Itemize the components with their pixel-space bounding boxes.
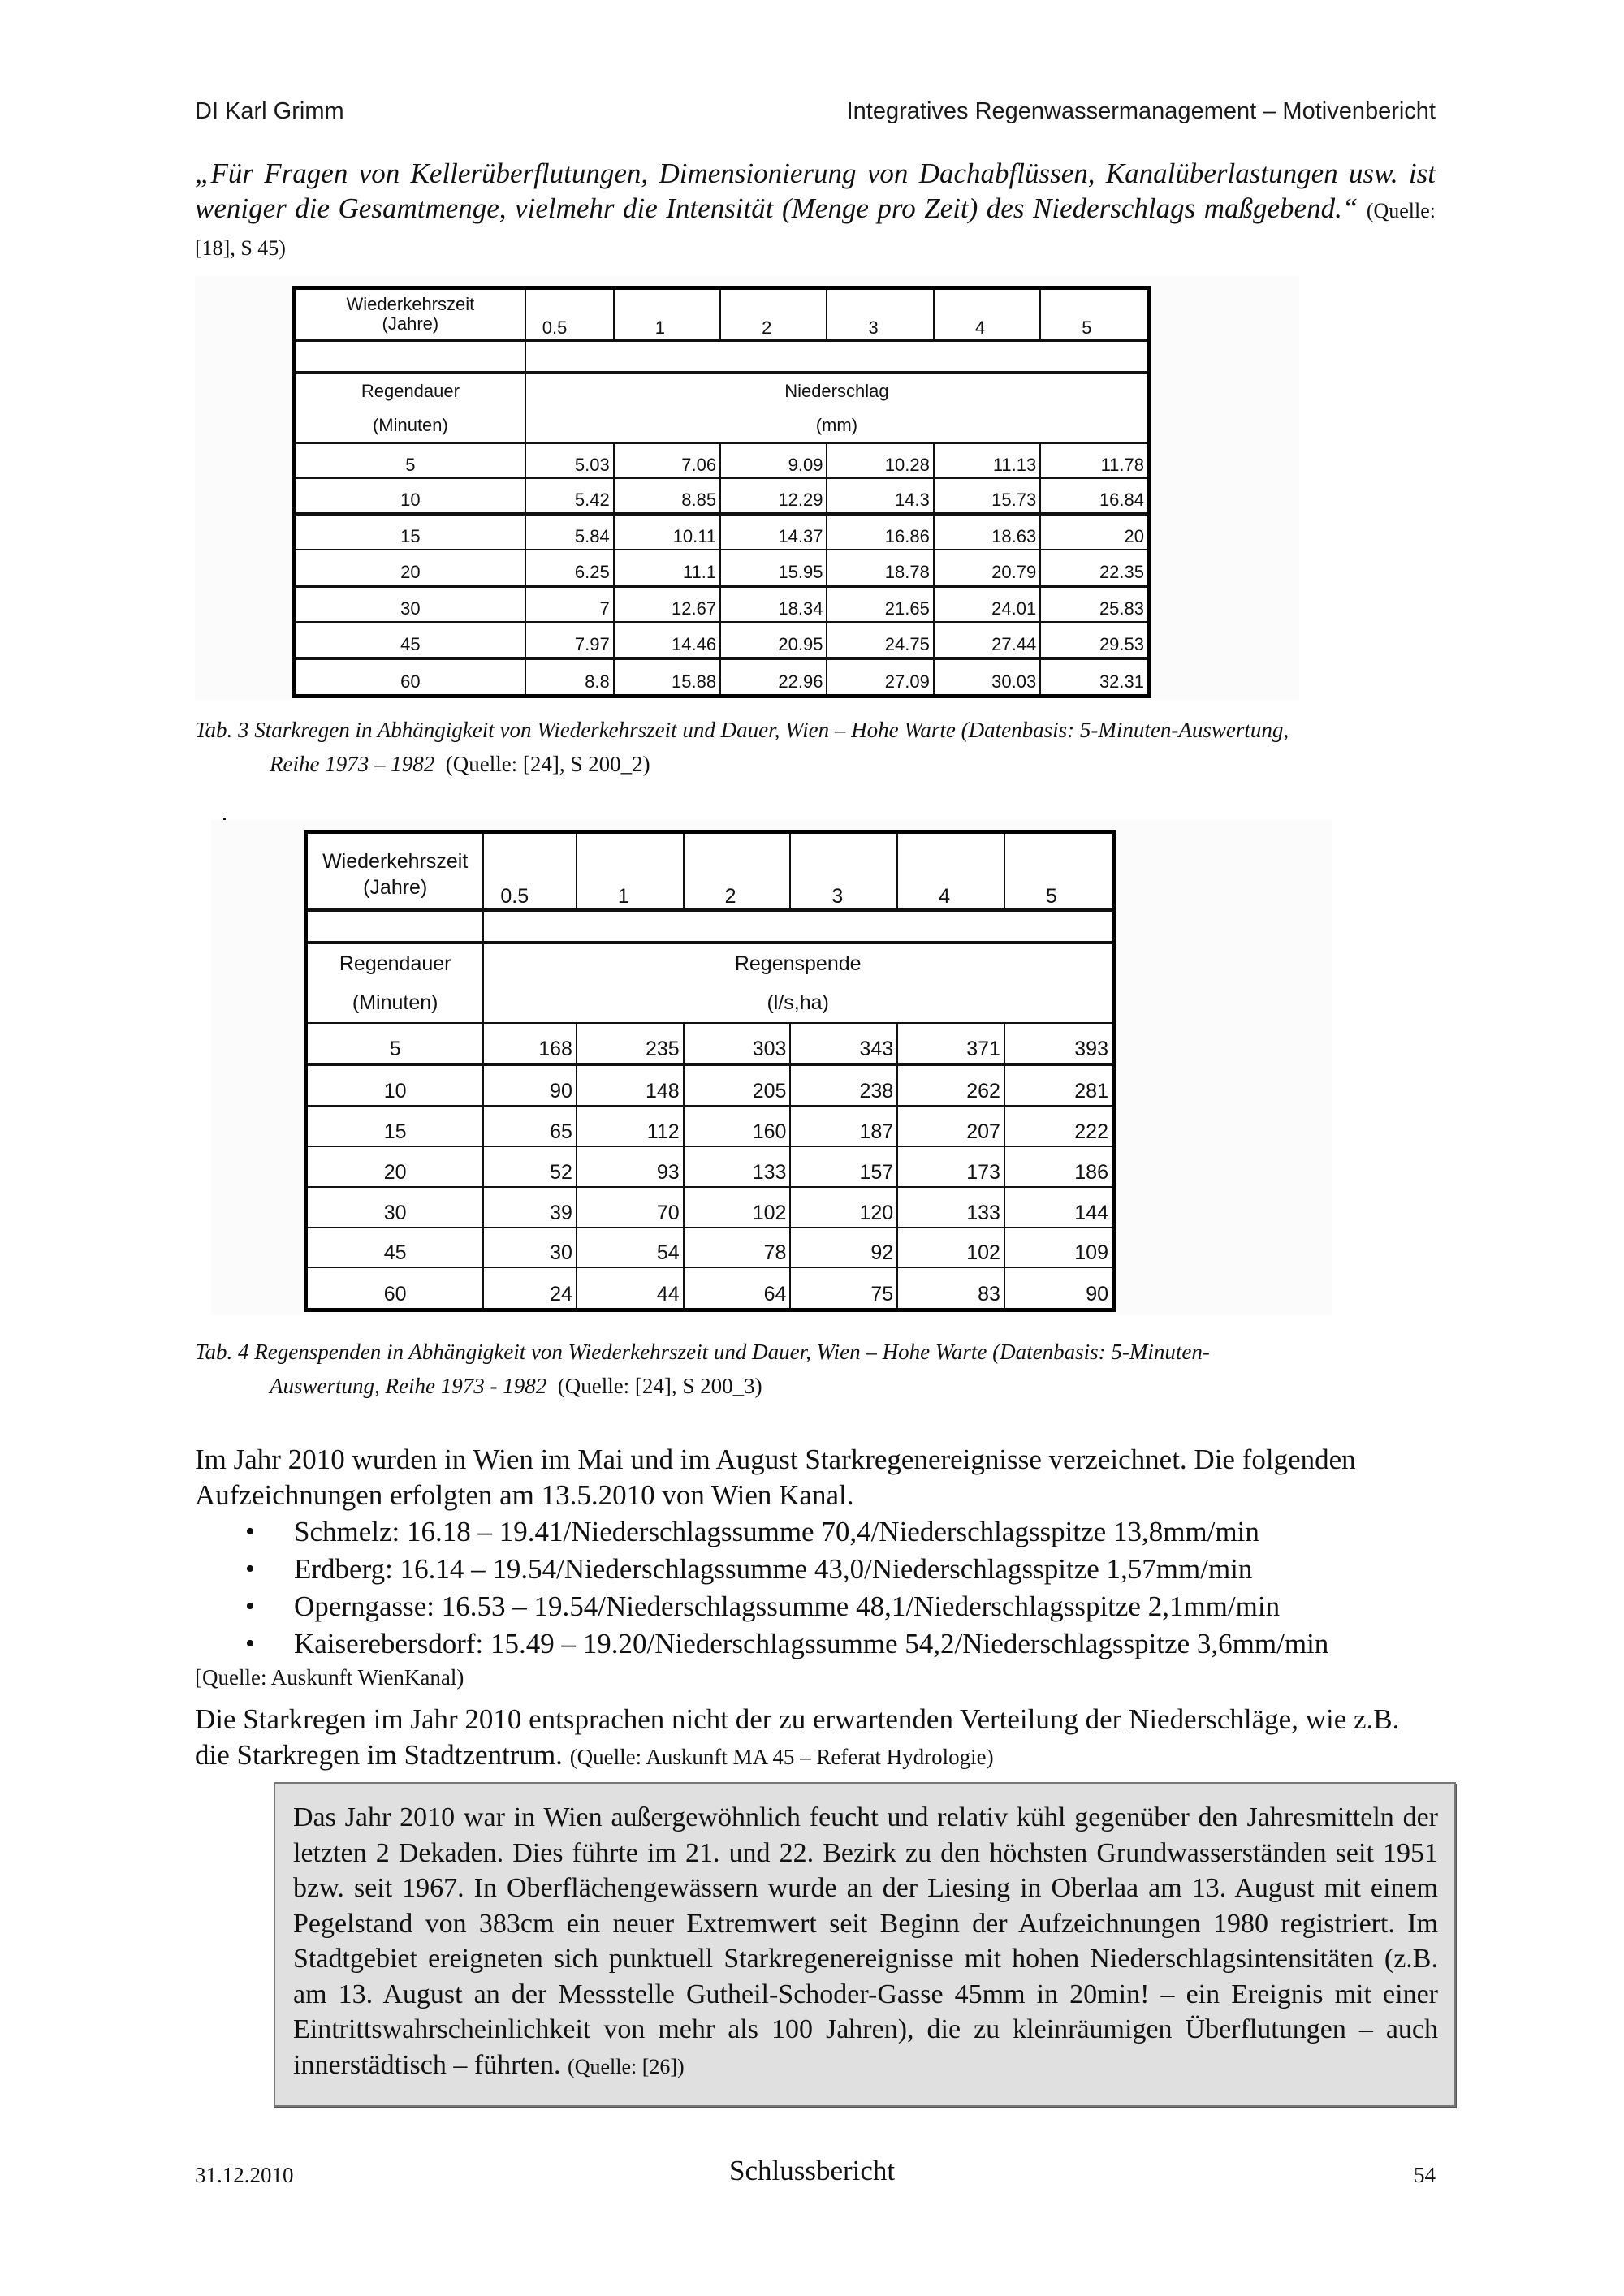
value-cell: 205 <box>684 1064 791 1106</box>
value-cell: 9.09 <box>720 443 827 478</box>
table-row <box>306 1146 1114 1187</box>
spacer-cell <box>525 340 1150 373</box>
duration-cell: 45 <box>306 1228 484 1268</box>
value-cell: 222 <box>1004 1106 1114 1146</box>
value-cell: 20.79 <box>934 550 1040 585</box>
value-cell: 44 <box>577 1267 684 1310</box>
col-header: 4 <box>897 832 1004 910</box>
duration-cell: 60 <box>306 1267 484 1310</box>
value-cell: 18.34 <box>720 586 827 622</box>
value-cell: 7 <box>525 586 614 622</box>
unit-label: (l/s,ha) <box>767 990 829 1014</box>
value-cell: 22.96 <box>720 658 827 697</box>
caption-line-1: Tab. 4 Regenspenden in Abhängigkeit von Wiederkehrszeit und Dauer, Wien – Hohe Warte (Datenbasis: 5-Minuten- <box>195 1340 1210 1364</box>
table-row <box>295 478 1150 514</box>
value-cell: 371 <box>897 1023 1004 1064</box>
value-cell: 16.86 <box>827 514 933 550</box>
corner-label-2: (Jahre) <box>363 876 428 899</box>
page-footer <box>195 2155 1436 2188</box>
value-cell: 90 <box>483 1064 577 1106</box>
value-cell: 8.85 <box>614 478 720 514</box>
quantity-header <box>483 943 1113 1023</box>
distribution-source: (Quelle: Auskunft MA 45 – Referat Hydrologie) <box>569 1745 994 1769</box>
duration-cell: 10 <box>295 478 525 514</box>
value-cell: 133 <box>897 1187 1004 1228</box>
events-source: [Quelle: Auskunft WienKanal) <box>195 1665 464 1690</box>
table-4-image <box>211 820 1332 1315</box>
table-3-caption <box>195 713 1436 781</box>
distribution-text: Die Starkregen im Jahr 2010 entsprachen nicht der zu erwartenden Verteilung der Niederschläge, wie z.B. die Starkregen im Stadtzentrum. <box>195 1703 1400 1771</box>
value-cell: 157 <box>790 1146 897 1187</box>
col-header: 1 <box>577 832 684 910</box>
value-cell: 83 <box>897 1267 1004 1310</box>
value-cell: 173 <box>897 1146 1004 1187</box>
value-cell: 5.84 <box>525 514 614 550</box>
table-row <box>306 1187 1114 1228</box>
row-label-1: Regendauer <box>361 380 460 401</box>
page-number: 54 <box>1414 2163 1436 2187</box>
duration-cell: 15 <box>295 514 525 550</box>
col-header: 5 <box>1040 288 1149 340</box>
value-cell: 24 <box>483 1267 577 1310</box>
value-cell: 7.97 <box>525 622 614 658</box>
value-cell: 64 <box>684 1267 791 1310</box>
col-header: 5 <box>1004 832 1114 910</box>
value-cell: 18.78 <box>827 550 933 585</box>
value-cell: 343 <box>790 1023 897 1064</box>
quantity-label: Niederschlag <box>784 380 889 401</box>
info-box <box>274 1782 1456 2107</box>
value-cell: 11.78 <box>1040 443 1149 478</box>
list-item: • Operngasse: 16.53 – 19.54/Niederschlagssumme 48,1/Niederschlagsspitze 2,1mm/min <box>294 1588 1436 1625</box>
corner-label-2: (Jahre) <box>382 313 439 334</box>
value-cell: 207 <box>897 1106 1004 1146</box>
row-header <box>306 943 484 1023</box>
value-cell: 65 <box>483 1106 577 1146</box>
quantity-header <box>525 373 1150 443</box>
table-row <box>306 1228 1114 1268</box>
table-4-rain-intensity <box>304 830 1116 1312</box>
value-cell: 14.37 <box>720 514 827 550</box>
value-cell: 22.35 <box>1040 550 1149 585</box>
duration-cell: 15 <box>306 1106 484 1146</box>
list-item: • Schmelz: 16.18 – 19.41/Niederschlagssumme 70,4/Niederschlagsspitze 13,8mm/min <box>294 1513 1436 1551</box>
value-cell: 168 <box>483 1023 577 1064</box>
footer-title: Schlussbericht <box>729 2155 896 2186</box>
value-cell: 92 <box>790 1228 897 1268</box>
duration-cell: 30 <box>295 586 525 622</box>
table-row <box>306 1267 1114 1310</box>
value-cell: 21.65 <box>827 586 933 622</box>
distribution-paragraph <box>195 1702 1436 1775</box>
value-cell: 120 <box>790 1187 897 1228</box>
value-cell: 12.67 <box>614 586 720 622</box>
value-cell: 15.88 <box>614 658 720 697</box>
value-cell: 8.8 <box>525 658 614 697</box>
info-box-text: Das Jahr 2010 war in Wien außergewöhnlich feucht und relativ kühl gegenüber den Jahresmitteln der letzten 2 Dekaden. Dies führte im 21. und 22. Bezirk zu den höchsten Grundwasserständen seit 1951 bzw. seit 1967. In Oberflächengewässern wurde an der Liesing in Oberlaa am 13. August mit einem Pegelstand von 383cm ein neuer Extremwert seit Beginn der Aufzeichnungen 1980 registriert. Im Stadtgebiet ereigneten sich punktuell Starkregenereignisse mit hohen Niederschlagsintensitäten (z.B. am 13. August an der Messstelle Gutheil-Schoder-Gasse 45mm in 20min! – ein Ereignis mit einer Eintrittswahrscheinlichkeit von mehr als 100 Jahren), die zu kleinräumigen Überflutungen – auch innerstädtisch – führten. <box>293 1802 1438 2080</box>
value-cell: 14.3 <box>827 478 933 514</box>
footer-date: 31.12.2010 <box>195 2163 294 2187</box>
table-row <box>306 1106 1114 1146</box>
header-title: Integratives Regenwassermanagement – Motivenbericht <box>846 97 1436 124</box>
value-cell: 70 <box>577 1187 684 1228</box>
row-label-2: (Minuten) <box>372 414 448 435</box>
duration-cell: 20 <box>306 1146 484 1187</box>
col-header: 2 <box>720 288 827 340</box>
list-item: • Erdberg: 16.14 – 19.54/Niederschlagssumme 43,0/Niederschlagsspitze 1,57mm/min <box>294 1551 1436 1588</box>
duration-cell: 30 <box>306 1187 484 1228</box>
table-row <box>295 443 1150 478</box>
duration-cell: 5 <box>295 443 525 478</box>
duration-cell: 20 <box>295 550 525 585</box>
quantity-label: Regenspende <box>734 952 862 975</box>
value-cell: 32.31 <box>1040 658 1149 697</box>
unit-label: (mm) <box>815 414 858 435</box>
value-cell: 24.01 <box>934 586 1040 622</box>
row-label-2: (Minuten) <box>352 990 438 1014</box>
table-row <box>295 586 1150 622</box>
value-cell: 102 <box>897 1228 1004 1268</box>
value-cell: 235 <box>577 1023 684 1064</box>
caption-period: Auswertung, Reihe 1973 - 1982 <box>270 1374 547 1398</box>
value-cell: 93 <box>577 1146 684 1187</box>
value-cell: 16.84 <box>1040 478 1149 514</box>
value-cell: 144 <box>1004 1187 1114 1228</box>
value-cell: 75 <box>790 1267 897 1310</box>
table-row <box>295 550 1150 585</box>
value-cell: 393 <box>1004 1023 1114 1064</box>
value-cell: 11.13 <box>934 443 1040 478</box>
table-row <box>295 514 1150 550</box>
intro-quote <box>195 156 1436 265</box>
table-3-image <box>195 276 1299 700</box>
col-header: 3 <box>790 832 897 910</box>
value-cell: 11.1 <box>614 550 720 585</box>
duration-cell: 10 <box>306 1064 484 1106</box>
value-cell: 90 <box>1004 1267 1114 1310</box>
caption-line-2 <box>195 1369 1436 1403</box>
quote-text: „Für Fragen von Kellerüberflutungen, Dimensionierung von Dachabflüssen, Kanalüberlastungen usw. ist weniger die Gesamtmenge, vielmehr die Intensität (Menge pro Zeit) des Niederschlags maßgebend.“ <box>195 158 1436 224</box>
value-cell: 112 <box>577 1106 684 1146</box>
table-row <box>306 1064 1114 1106</box>
spacer-cell <box>306 910 484 943</box>
events-paragraph <box>195 1442 1436 1692</box>
value-cell: 24.75 <box>827 622 933 658</box>
duration-cell: 45 <box>295 622 525 658</box>
value-cell: 109 <box>1004 1228 1114 1268</box>
duration-cell: 60 <box>295 658 525 697</box>
value-cell: 303 <box>684 1023 791 1064</box>
value-cell: 187 <box>790 1106 897 1146</box>
value-cell: 238 <box>790 1064 897 1106</box>
corner-header <box>295 288 525 340</box>
value-cell: 281 <box>1004 1064 1114 1106</box>
quote-source: (Quelle: [18], S 45) <box>195 199 1436 260</box>
header-author: DI Karl Grimm <box>195 97 344 124</box>
value-cell: 262 <box>897 1064 1004 1106</box>
value-cell: 10.11 <box>614 514 720 550</box>
value-cell: 148 <box>577 1064 684 1106</box>
table-4-caption <box>195 1335 1436 1403</box>
value-cell: 20.95 <box>720 622 827 658</box>
value-cell: 14.46 <box>614 622 720 658</box>
col-header: 0.5 <box>483 832 577 910</box>
caption-source: (Quelle: [24], S 200_3) <box>557 1374 762 1398</box>
value-cell: 29.53 <box>1040 622 1149 658</box>
row-label-1: Regendauer <box>339 952 451 975</box>
caption-source: (Quelle: [24], S 200_2) <box>445 752 650 776</box>
info-box-source: (Quelle: [26]) <box>568 2054 685 2078</box>
value-cell: 52 <box>483 1146 577 1187</box>
value-cell: 15.95 <box>720 550 827 585</box>
caption-line-2 <box>195 747 1436 781</box>
spacer-cell <box>295 340 525 373</box>
corner-label-1: Wiederkehrszeit <box>346 294 475 314</box>
caption-period: Reihe 1973 – 1982 <box>270 752 435 776</box>
table-row <box>295 658 1150 697</box>
value-cell: 27.09 <box>827 658 933 697</box>
value-cell: 12.29 <box>720 478 827 514</box>
col-header: 4 <box>934 288 1040 340</box>
col-header: 2 <box>684 832 791 910</box>
value-cell: 186 <box>1004 1146 1114 1187</box>
col-header: 1 <box>614 288 720 340</box>
value-cell: 27.44 <box>934 622 1040 658</box>
corner-header <box>306 832 484 910</box>
value-cell: 5.03 <box>525 443 614 478</box>
page-header <box>195 91 1436 132</box>
events-list <box>195 1513 1436 1663</box>
duration-cell: 5 <box>306 1023 484 1064</box>
value-cell: 133 <box>684 1146 791 1187</box>
value-cell: 18.63 <box>934 514 1040 550</box>
value-cell: 25.83 <box>1040 586 1149 622</box>
col-header: 0.5 <box>525 288 614 340</box>
col-header: 3 <box>827 288 933 340</box>
events-intro: Im Jahr 2010 wurden in Wien im Mai und im August Starkregenereignisse verzeichnet. Die folgenden Aufzeichnungen erfolgten am 13.5.2010 von Wien Kanal. <box>195 1444 1356 1511</box>
caption-line-1: Tab. 3 Starkregen in Abhängigkeit von Wiederkehrszeit und Dauer, Wien – Hohe Warte (Datenbasis: 5-Minuten-Auswertung, <box>195 718 1289 742</box>
value-cell: 15.73 <box>934 478 1040 514</box>
table-3-precipitation <box>292 286 1151 698</box>
value-cell: 160 <box>684 1106 791 1146</box>
value-cell: 6.25 <box>525 550 614 585</box>
value-cell: 30 <box>483 1228 577 1268</box>
value-cell: 102 <box>684 1187 791 1228</box>
row-header <box>295 373 525 443</box>
value-cell: 30.03 <box>934 658 1040 697</box>
value-cell: 78 <box>684 1228 791 1268</box>
value-cell: 54 <box>577 1228 684 1268</box>
value-cell: 7.06 <box>614 443 720 478</box>
table-row <box>306 1023 1114 1064</box>
table-row <box>295 622 1150 658</box>
list-item: • Kaiserebersdorf: 15.49 – 19.20/Niederschlagssumme 54,2/Niederschlagsspitze 3,6mm/min <box>294 1625 1436 1663</box>
corner-label-1: Wiederkehrszeit <box>322 850 469 873</box>
spacer-cell <box>483 910 1113 943</box>
value-cell: 10.28 <box>827 443 933 478</box>
value-cell: 20 <box>1040 514 1149 550</box>
value-cell: 39 <box>483 1187 577 1228</box>
value-cell: 5.42 <box>525 478 614 514</box>
